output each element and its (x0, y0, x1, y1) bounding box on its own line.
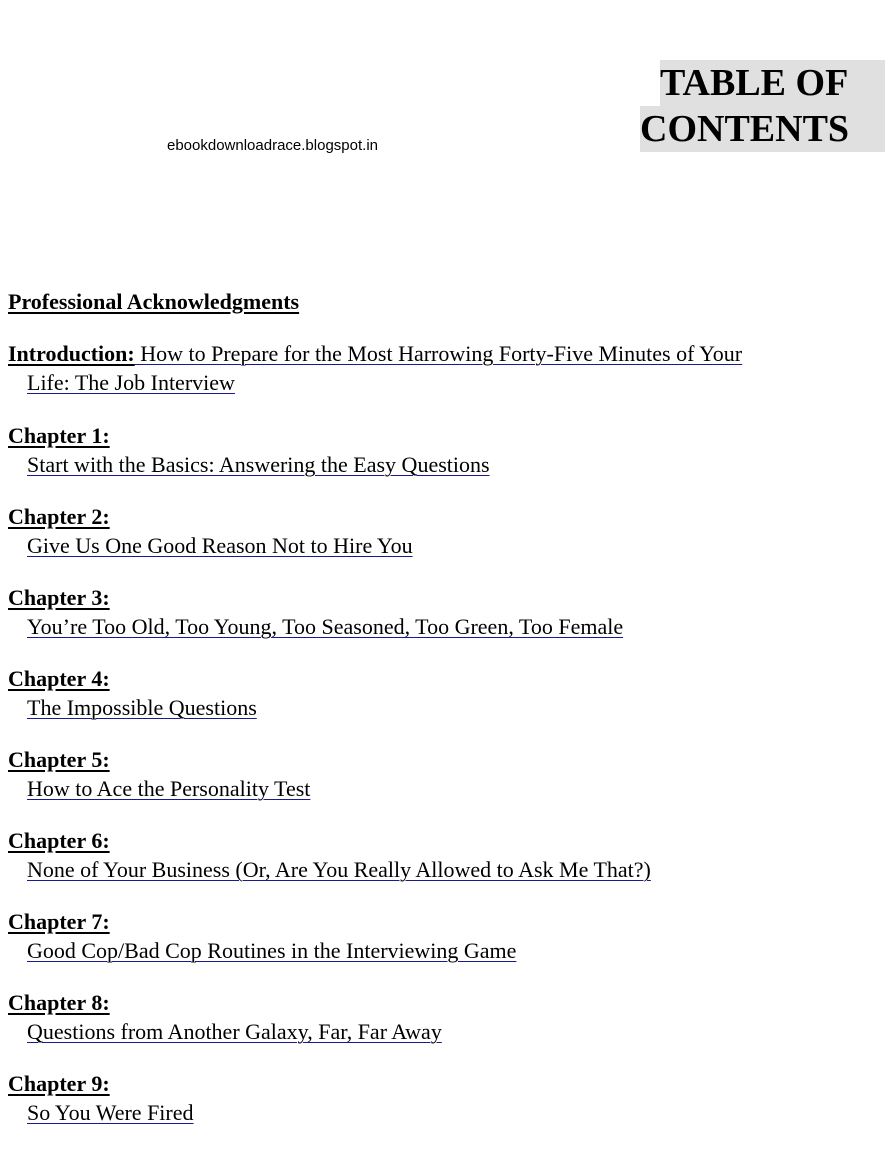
title-line-2: CONTENTS (640, 106, 885, 152)
chapter-label[interactable]: Chapter 2: (8, 504, 110, 529)
chapter-title-link[interactable]: The Impossible Questions (27, 695, 257, 720)
toc-entry-chapter-1[interactable] (8, 421, 490, 479)
toc-entry-chapter-7[interactable] (8, 907, 516, 965)
toc-entry-acknowledgments[interactable] (8, 287, 299, 316)
chapter-label[interactable]: Chapter 1: (8, 423, 110, 448)
introduction-label[interactable]: Introduction: (8, 341, 135, 366)
chapter-label[interactable]: Chapter 8: (8, 990, 110, 1015)
acknowledgments-link[interactable]: Professional Acknowledgments (8, 289, 300, 314)
chapter-title-link[interactable]: Give Us One Good Reason Not to Hire You (27, 533, 413, 558)
chapter-title-link[interactable]: None of Your Business (Or, Are You Really Allowed to Ask Me That?) (27, 857, 651, 882)
chapter-label[interactable]: Chapter 4: (8, 666, 110, 691)
toc-entry-chapter-9[interactable] (8, 1069, 194, 1127)
chapter-title-link[interactable]: Good Cop/Bad Cop Routines in the Interviewing Game (27, 938, 517, 963)
chapter-title-link[interactable]: Start with the Basics: Answering the Easy Questions (27, 452, 490, 477)
toc-entry-chapter-5[interactable] (8, 745, 310, 803)
toc-entry-chapter-4[interactable] (8, 664, 257, 722)
chapter-title-link[interactable]: How to Ace the Personality Test (27, 776, 311, 801)
chapter-label[interactable]: Chapter 3: (8, 585, 110, 610)
toc-entry-chapter-2[interactable] (8, 502, 413, 560)
chapter-title-link[interactable]: So You Were Fired (27, 1100, 194, 1125)
site-url: ebookdownloadrace.blogspot.in (167, 137, 378, 154)
chapter-label[interactable]: Chapter 5: (8, 747, 110, 772)
chapter-title-link[interactable]: You’re Too Old, Too Young, Too Seasoned, Too Green, Too Female (27, 614, 624, 639)
toc-entry-chapter-3[interactable] (8, 583, 623, 641)
chapter-label[interactable]: Chapter 7: (8, 909, 110, 934)
toc-entry-chapter-6[interactable] (8, 826, 651, 884)
introduction-link-line-2[interactable]: Life: The Job Interview (27, 370, 235, 395)
chapter-title-link[interactable]: Questions from Another Galaxy, Far, Far Away (27, 1019, 442, 1044)
page-title (640, 60, 885, 152)
toc-entry-chapter-8[interactable] (8, 988, 442, 1046)
chapter-label[interactable]: Chapter 6: (8, 828, 110, 853)
chapter-label[interactable]: Chapter 9: (8, 1071, 110, 1096)
introduction-link-line-1[interactable]: How to Prepare for the Most Harrowing Forty-Five Minutes of Your (134, 341, 743, 366)
toc-entry-introduction[interactable] (8, 339, 742, 397)
title-line-1: TABLE OF (660, 60, 885, 106)
